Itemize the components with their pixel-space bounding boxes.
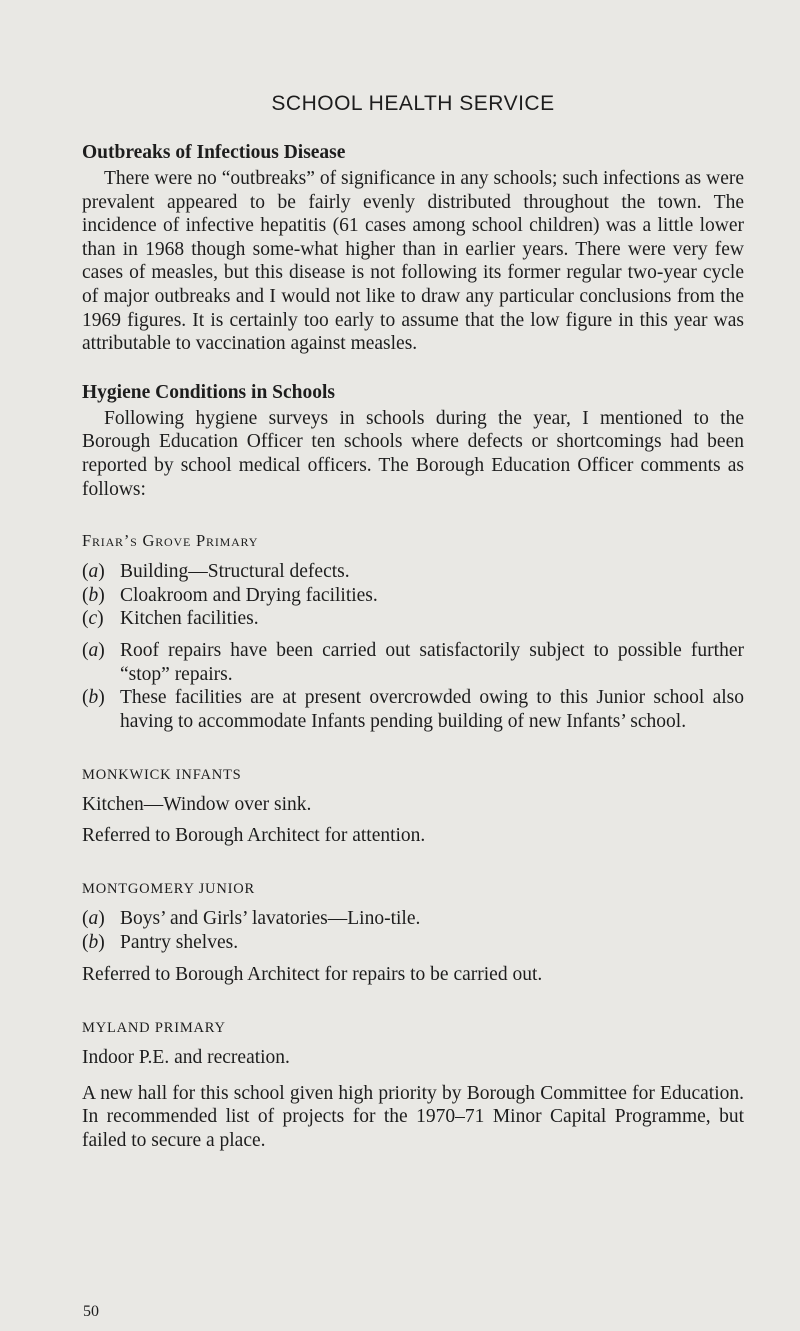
school-montgomery: [82, 881, 744, 986]
defect-list: [82, 560, 744, 631]
list-item: [82, 560, 744, 584]
school-name: MYLAND PRIMARY: [82, 1020, 226, 1037]
item-label: ( c ): [82, 607, 120, 631]
school-note: Referred to Borough Architect for repairs to be carried out.: [82, 963, 543, 985]
page-number: 50: [83, 1303, 99, 1320]
item-label: ( a ): [82, 560, 120, 584]
outbreaks-paragraph: There were no “outbreaks” of significance in any schools; such infections as were prevalent appeared to be fairly evenly distributed throughout the town. The incidence of infective hepatitis (61 cases among school children) was a little lower than in 1968 though some-what higher than in earlier years. There were very few cases of measles, but this disease is not following its former regular two-year cycle of major outbreaks and I would not like to draw any particular conclusions from the 1969 figures. It is certainly too early to assume that the low figure in this year was attributable to vaccination against measles.: [82, 168, 744, 355]
item-label: ( b ): [82, 686, 120, 733]
school-name: MONKWICK INFANTS: [82, 767, 242, 784]
school-line: A new hall for this school given high priority by Borough Committee for Education. In recommended list of projects for the 1970–71 Minor Capital Programme, but failed to secure a place.: [82, 1082, 744, 1152]
defect-list: [82, 907, 744, 954]
school-line: Referred to Borough Architect for attention.: [82, 824, 426, 846]
response-list: [82, 639, 744, 733]
school-line: Indoor P.E. and recreation.: [82, 1047, 290, 1069]
hygiene-heading: Hygiene Conditions in Schools: [82, 381, 336, 403]
item-text: Boys’ and Girls’ lavatories—Lino-tile.: [120, 908, 421, 930]
item-label: ( a ): [82, 639, 120, 686]
school-name: Friar’s Grove Primary: [82, 531, 259, 551]
document-page: [82, 92, 744, 1153]
school-myland: [82, 1020, 744, 1152]
school-monkwick: [82, 767, 744, 847]
list-item: [82, 639, 744, 686]
list-item: [82, 607, 744, 631]
hygiene-section: [82, 382, 744, 1153]
school-line: Kitchen—Window over sink.: [82, 794, 312, 816]
item-text: Kitchen facilities.: [120, 608, 259, 630]
outbreaks-section: [82, 142, 744, 356]
outbreaks-heading: Outbreaks of Infectious Disease: [82, 142, 346, 163]
list-item: [82, 931, 744, 955]
item-text: Building—Structural defects.: [120, 561, 350, 583]
item-text: Cloakroom and Drying facilities.: [120, 584, 378, 606]
school-friars-grove: [82, 531, 744, 733]
hygiene-paragraph: Following hygiene surveys in schools during the year, I mentioned to the Borough Education Officer ten schools where defects or shortcomings had been reported by school medical officers. The Borough Education Officer comments as follows:: [82, 407, 744, 500]
list-item: [82, 907, 744, 931]
item-label: ( b ): [82, 931, 120, 955]
list-item: [82, 686, 744, 733]
item-label: ( b ): [82, 584, 120, 608]
list-item: [82, 584, 744, 608]
item-label: ( a ): [82, 907, 120, 931]
school-name: MONTGOMERY JUNIOR: [82, 881, 255, 898]
page-title: SCHOOL HEALTH SERVICE: [271, 92, 555, 115]
item-text: These facilities are at present overcrowded owing to this Junior school also having to accommodate Infants pending building of new Infants’ school.: [120, 687, 744, 732]
item-text: Pantry shelves.: [120, 932, 239, 954]
item-text: Roof repairs have been carried out satisfactorily subject to possible further “stop” repairs.: [120, 639, 744, 685]
